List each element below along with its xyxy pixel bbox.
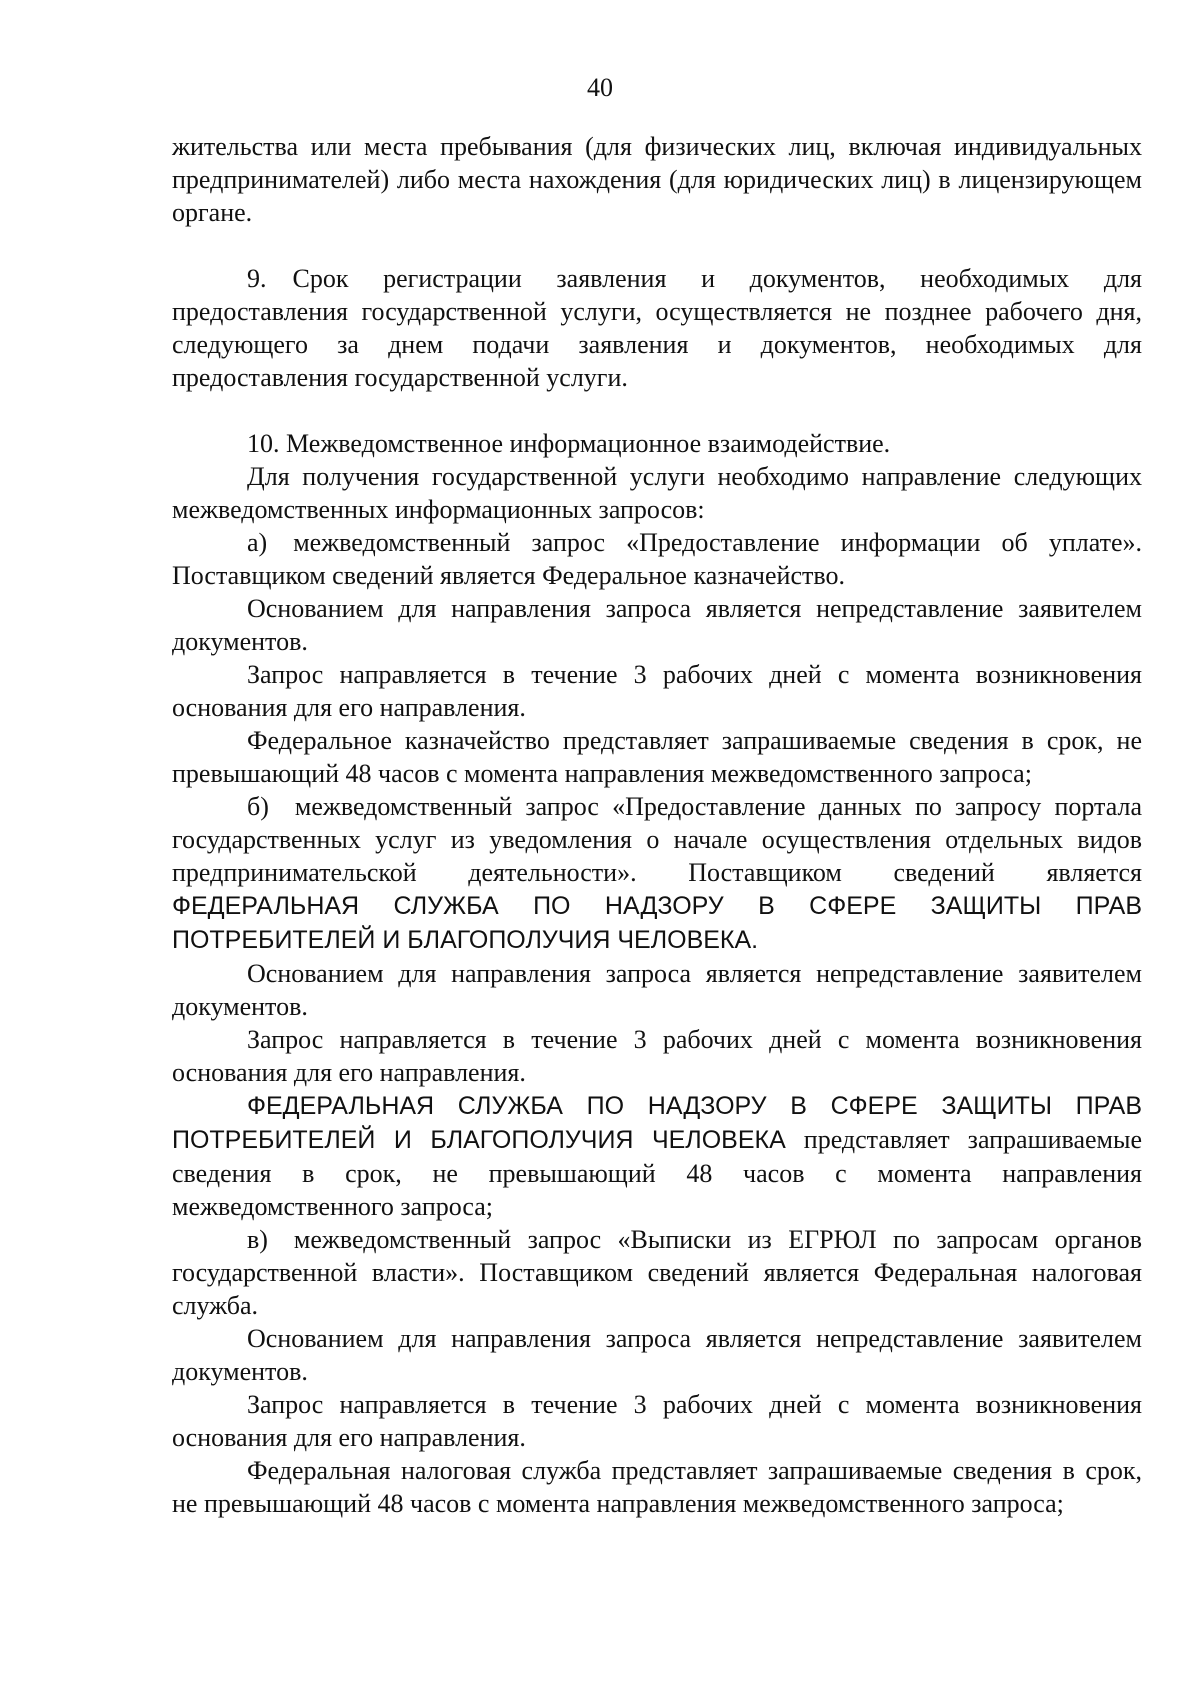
paragraph-request-a: а) межведомственный запрос «Предоставление информации об уплате». Поставщиком сведений является Федеральное казначейство. (172, 528, 1142, 590)
request-b-response-provider-caps: ФЕДЕРАЛЬНАЯ СЛУЖБА ПО НАДЗОРУ В СФЕРЕ ЗАЩИТЫ ПРАВ ПОТРЕБИТЕЛЕЙ И БЛАГОПОЛУЧИЯ ЧЕЛОВЕКА (172, 1092, 1142, 1154)
document-body (172, 130, 1142, 1520)
paragraph-request-b-timing: Запрос направляется в течение 3 рабочих дней с момента возникновения основания для его направления. (172, 1025, 1142, 1087)
paragraph-spacer (172, 394, 1142, 427)
request-b-response-text: представляет запрашиваемые сведения в срок, не превышающий 48 часов с момента направления межведомственного запроса; (172, 1125, 1143, 1221)
request-b-provider-caps: ФЕДЕРАЛЬНАЯ СЛУЖБА ПО НАДЗОРУ В СФЕРЕ ЗАЩИТЫ ПРАВ ПОТРЕБИТЕЛЕЙ И БЛАГОПОЛУЧИЯ ЧЕЛОВЕКА. (172, 892, 1142, 954)
paragraph-request-c: в) межведомственный запрос «Выписки из ЕГРЮЛ по запросам органов государственной власти». Поставщиком сведений является Федеральная налоговая служба. (172, 1225, 1142, 1320)
paragraph-item-10-heading: 10. Межведомственное информационное взаимодействие. (247, 429, 891, 458)
paragraph-request-b (172, 790, 1142, 957)
paragraph-requests-intro: Для получения государственной услуги необходимо направление следующих межведомственных информационных запросов: (172, 462, 1142, 524)
page-number: 40 (587, 73, 613, 102)
paragraph-request-a-timing: Запрос направляется в течение 3 рабочих дней с момента возникновения основания для его направления. (172, 660, 1142, 722)
paragraph-request-b-response (172, 1089, 1142, 1223)
paragraph-spacer (172, 229, 1142, 262)
paragraph-residence-continuation: жительства или места пребывания (для физических лиц, включая индивидуальных предпринимателей) либо места нахождения (для юридических лиц) в лицензирующем органе. (172, 132, 1142, 227)
paragraph-request-c-timing: Запрос направляется в течение 3 рабочих дней с момента возникновения основания для его направления. (172, 1390, 1142, 1452)
paragraph-request-c-response: Федеральная налоговая служба представляет запрашиваемые сведения в срок, не превышающий 48 часов с момента направления межведомственного запроса; (172, 1456, 1142, 1518)
paragraph-item-9-registration-term: 9. Срок регистрации заявления и документов, необходимых для предоставления государственной услуги, осуществляется не позднее рабочего дня, следующего за днем подачи заявления и документов, необходимых для предоставления государственной услуги. (172, 264, 1142, 392)
paragraph-request-c-basis: Основанием для направления запроса является непредставление заявителем документов. (172, 1324, 1142, 1386)
request-b-text: б) межведомственный запрос «Предоставление данных по запросу портала государственных услуг из уведомления о начале осуществления отдельных видов предпринимательской деятельности». Поставщиком сведений является (172, 792, 1142, 887)
paragraph-request-a-basis: Основанием для направления запроса является непредставление заявителем документов. (172, 594, 1142, 656)
paragraph-request-b-basis: Основанием для направления запроса является непредставление заявителем документов. (172, 959, 1142, 1021)
paragraph-request-a-response: Федеральное казначейство представляет запрашиваемые сведения в срок, не превышающий 48 часов с момента направления межведомственного запроса; (172, 726, 1142, 788)
